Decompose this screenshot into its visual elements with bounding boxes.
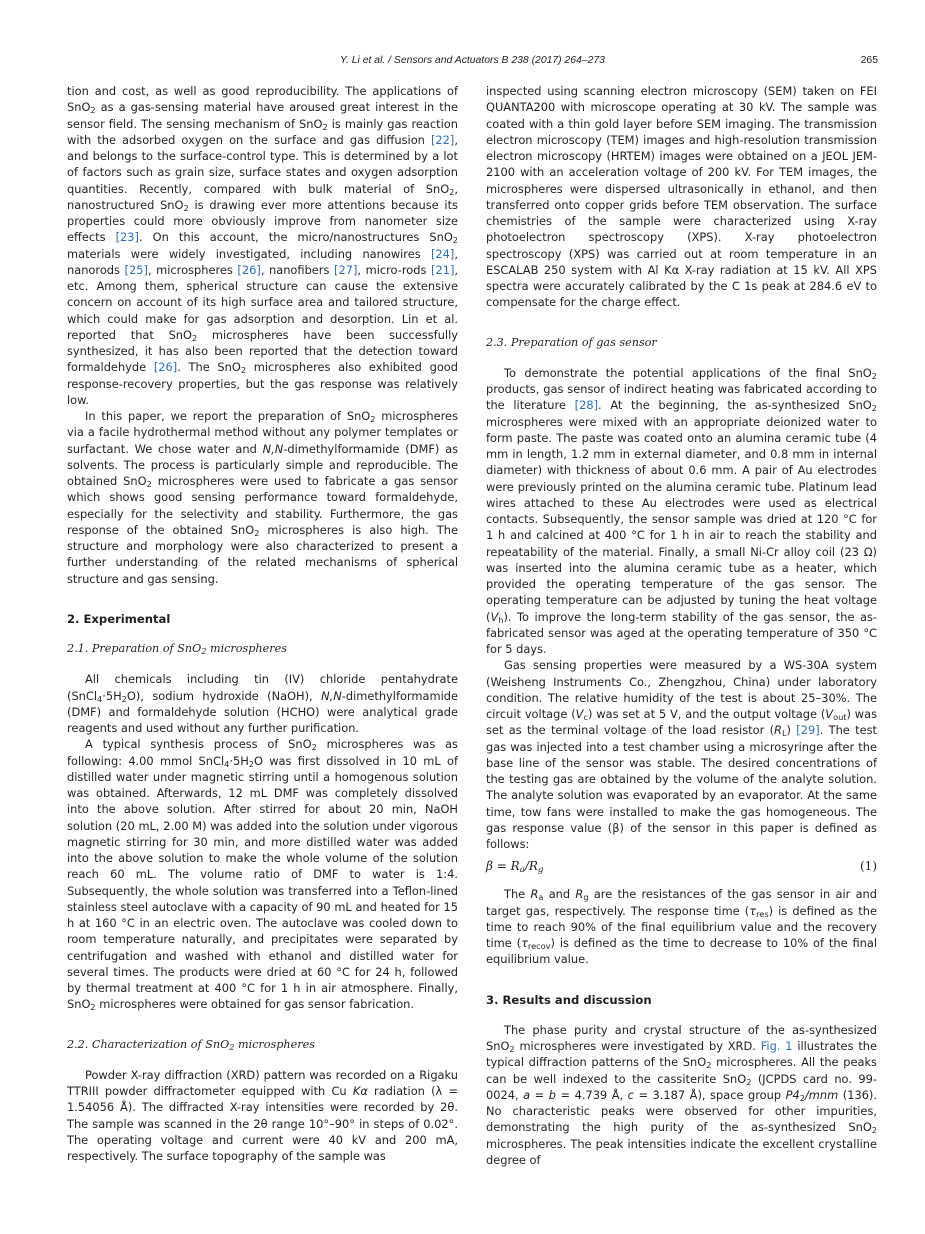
running-head: [67, 55, 878, 71]
subsection-heading-2-1: 2.1. Preparation of SnO$_2$ microspheres: [67, 642, 287, 657]
left-column: [67, 83, 458, 1164]
section-heading-results: 3. Results and discussion: [486, 992, 652, 1007]
citation-27[interactable]: [27]: [334, 262, 358, 277]
citation-24[interactable]: [24]: [430, 246, 455, 261]
equation-1: [486, 858, 877, 876]
citation-25[interactable]: [25]: [124, 262, 148, 277]
citation-26b[interactable]: [26]: [153, 360, 178, 375]
paragraph-response-definition: The $R_a$ and $R_g$ are the resistances of the gas sensor in air and target gas, respectively. The response time $(\tau_{res})$ is defined as the time to reach 90% of the final equilibrium value and the recovery time $(\tau_{recov})$ is defined as the time to decrease to 10% of the final equilibrium value.: [486, 887, 878, 967]
paragraph-sensor-fabrication: To demonstrate the potential applications of the final SnO$_2$ products, gas sensor of indirect heating was fabricated according to the literature [28]. At the beginning, the as-synthesized SnO$_2$ microspheres were mixed with an appropriate deionized water to form paste. The paste was coated onto an alumina ceramic tube (4 mm in length, 1.2 mm in external diameter, and 0.8 mm in internal diameter) with thickness of about 0.6 mm. A pair of Au electrodes were previously printed on the alumina ceramic tube. Platinum lead wires attached to these Au electrodes were used as electrical contacts. Subsequently, the sensor sample was dried at 120 °C for 1 h and calcined at 400 °C for 1 h in air to reach the stability and repeatability of the material. Finally, a small Ni-Cr alloy coil (23 Ω) was inserted into the alumina ceramic tube as a heater, which provided the operating temperature of the gas sensor. The operating temperature can be adjusted by tuning the heat voltage $(V_h)$. To improve the long-term stability of the gas sensor, the as-fabricated sensor was aged at the operating temperature of 350 °C for 5 days.: [486, 365, 877, 656]
paragraph-synthesis: A typical synthesis process of SnO$_2$ microspheres was as following: 4.00 mmol $SnCl_4\cdot 5H_2O$ was first dissolved in 10 mL of distilled water under magnetic stirring until a homogenous solution was obtained. Afterwards, 12 mL DMF was completely dissolved into the above solution. After stirred for about 20 min, NaOH solution (20 mL, 2.00 M) was added into the solution under vigorous magnetic stirring for 30 min, and more distilled water was added into the above solution to make the whole volume of the solution reach 60 mL. The volume ratio of DMF to water is 1:4. Subsequently, the whole solution was transferred into a Teflon-lined stainless steel autoclave with a capacity of 90 mL and heated for 15 h at 160 °C in an electric oven. The autoclave was cooled down to room temperature naturally, and precipitates were separated by centrifugation and washed with ethanol and distilled water for several times. The products were dried at 60 °C for 24 h, followed by thermal treatment at 400 °C for 1 h in air atmosphere. Finally, SnO$_2$ microspheres were obtained for gas sensor fabrication.: [67, 737, 458, 1013]
paragraph-xrd-results: The phase purity and crystal structure of the as-synthesized SnO$_2$ microspheres were investigated by XRD. Fig. 1 illustrates the typical diffraction patterns of the SnO$_2$ microspheres. All the peaks can be well indexed to the cassiterite SnO$_2$ (JCPDS card no. 99-0024, a = b = 4.739 Å, c = 3.187 Å), space group $P4_2$/mnm (136). No characteristic peaks were observed for other impurities, demonstrating the high purity of the as-synthesized SnO$_2$ microspheres. The peak intensities indicate the excellent crystalline degree of: [486, 1022, 878, 1167]
citation-21[interactable]: [21]: [431, 262, 455, 277]
page-number: 265: [860, 55, 878, 66]
section-heading-experimental: 2. Experimental: [67, 611, 171, 626]
right-column: [486, 83, 877, 1168]
paragraph-intro-cont: tion and cost, as well as good reproducibility. The applications of SnO$_2$ as a gas-sensing material have aroused great interest in the sensor field. The sensing mechanism of SnO$_2$ is mainly gas reaction with the adsorbed oxygen on the surface and gas diffusion [22], and belongs to the surface-control type. This is determined by a lot of factors such as grain size, surface states and oxygen adsorption quantities. Recently, compared with bulk material of SnO$_2$, nanostructured SnO$_2$ is drawing ever more attentions because its properties could more obviously improve from nanometer size effects [23]. On this account, the micro/nanostructures SnO$_2$ materials were widely investigated, including nanowires [24], nanorods [25], microspheres [26], nanofibers [27], micro-rods [21], etc. Among them, spherical structure can cause the extensive concern on account of its high surface area and tailored structure, which could make for gas adsorption and desorption. Lin et al. reported that SnO$_2$ microspheres have been successfully synthesized, it has also been reported that the detection toward formaldehyde [26]. The SnO$_2$ microspheres also exhibited good response-recovery properties, but the gas response was relatively low.: [67, 84, 459, 407]
citation-22[interactable]: [22]: [430, 132, 455, 147]
subsection-heading-2-3: 2.3. Preparation of gas sensor: [486, 335, 657, 349]
equation-body: $\beta = R_a/R_g$: [486, 859, 544, 876]
citation-23[interactable]: [23]: [115, 230, 139, 245]
paragraph-this-paper: In this paper, we report the preparation of SnO$_2$ microspheres via a facile hydrothermal method without any polymer templates or surfactant. We chose water and N,N-dimethylformamide (DMF) as solvents. The process is particularly simple and reproducible. The obtained SnO$_2$ microspheres were used to fabricate a gas sensor which shows good sensing performance toward formaldehyde, especially for the selectivity and stability. Furthermore, the gas response of the obtained SnO$_2$ microspheres is also high. The structure and morphology were also characterized to present a further understanding of the related mechanisms of spherical structure and gas sensing.: [67, 409, 459, 586]
paragraph-xrd: Powder X-ray diffraction (XRD) pattern was recorded on a Rigaku TTRIII powder diffractometer equipped with Cu Kα radiation (λ = 1.54056 Å). The diffracted X-ray intensities were recorded by 2θ. The sample was scanned in the 2θ range 10°–90° in steps of 0.02°. The operating voltage and current were 40 kV and 200 mA, respectively. The surface topography of the sample was: [67, 1067, 458, 1163]
citation-29[interactable]: [29]: [796, 723, 820, 738]
citation-26[interactable]: [26]: [237, 262, 261, 277]
figure-1-link[interactable]: Fig. 1: [760, 1039, 793, 1053]
subsection-heading-2-2: 2.2. Characterization of SnO$_2$ microspheres: [67, 1037, 315, 1052]
paragraph-sem-tem: inspected using scanning electron microscopy (SEM) taken on FEI QUANTA200 with microscope operating at 30 kV. The sample was coated with a thin gold layer before SEM imaging. The transmission electron microscopy (TEM) images and high-resolution transmission electron microscopy (HRTEM) images were obtained on a JEOL JEM-2100 with an acceleration voltage of 200 kV. For TEM images, the microspheres were dispersed ultrasonically in ethanol, and then transferred onto copper grids before TEM observation. The surface chemistries of the sample were characterized using X-ray photoelectron spectroscopy (XPS). X-ray photoelectron spectroscopy (XPS) was carried out at room temperature in an ESCALAB 250 system with Al Kα X-ray radiation at 15 kV. All XPS spectra were accurately calibrated by the C 1s peak at 284.6 eV to compensate for the charge effect.: [486, 84, 877, 310]
paragraph-chemicals: All chemicals including tin (IV) chloride pentahydrate $(SnCl_4\cdot 5H_2O)$, sodium hydroxide (NaOH), N,N-dimethylformamide (DMF) and formaldehyde solution (HCHO) were analytical grade reagents and used without any further purification.: [67, 672, 458, 735]
paragraph-gas-sensing: Gas sensing properties were measured by a WS-30A system (Weisheng Instruments Co., Zhengzhou, China) under laboratory condition. The relative humidity of the test is about 25–30%. The circuit voltage $(V_c)$ was set at 5 V, and the output voltage $(V_{out})$ was set as the terminal voltage of the load resistor $(R_L)$ [29]. The test gas was injected into a test chamber using a microsyringe after the base line of the sensor was stable. The desired concentrations of the testing gas are obtained by the volume of the analyte solution. The analyte solution was evaporated by an evaporator. At the same time, tow fans were installed to make the gas homogeneous. The gas response value (β) of the sensor in this paper is defined as follows:: [486, 658, 878, 851]
running-title: Y. Li et al. / Sensors and Actuators B 238 (2017) 264–273: [340, 55, 605, 66]
equation-number: (1): [860, 859, 877, 874]
citation-28[interactable]: [28]: [574, 398, 599, 413]
